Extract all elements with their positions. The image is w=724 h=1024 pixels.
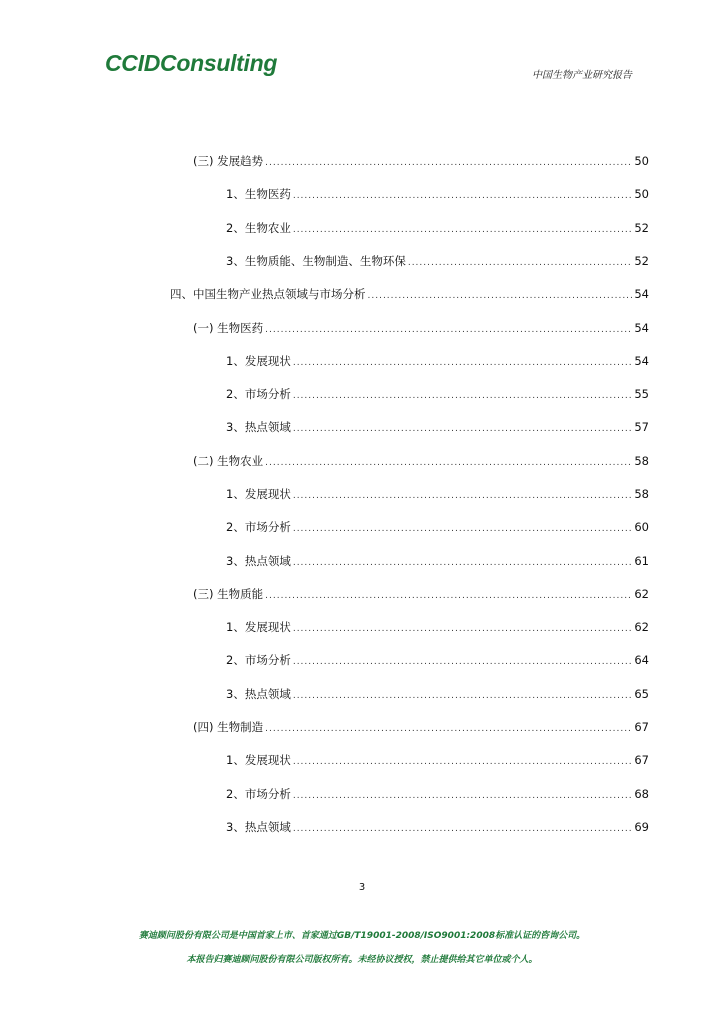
toc-leader-dots	[293, 388, 633, 404]
toc-entry[interactable]	[193, 586, 649, 602]
footer-certification-note: 赛迪顾问股份有限公司是中国首家上市、首家通过GB/T19001-2008/ISO9001:2008标准认证的咨询公司。	[138, 931, 586, 941]
toc-entry-label: (一) 生物医药	[193, 321, 264, 335]
toc-entry[interactable]	[226, 386, 649, 402]
toc-leader-dots	[265, 588, 632, 604]
toc-entry-label: 四、中国生物产业热点领域与市场分析	[170, 287, 366, 301]
toc-entry[interactable]	[226, 253, 649, 269]
toc-entry-label: (三) 发展趋势	[193, 154, 264, 168]
toc-entry-page: 64	[634, 653, 649, 667]
toc-entry[interactable]	[193, 153, 649, 169]
toc-entry-label: 1、生物医药	[226, 187, 291, 201]
toc-entry-label: 1、发展现状	[226, 753, 291, 767]
toc-entry-page: 67	[634, 720, 649, 734]
toc-entry-page: 58	[634, 487, 649, 501]
toc-entry-label: (三) 生物质能	[193, 587, 264, 601]
toc-entry-page: 69	[634, 820, 649, 834]
toc-entry-label: 2、市场分析	[226, 787, 291, 801]
toc-entry-page: 62	[634, 620, 649, 634]
toc-entry-page: 67	[634, 753, 649, 767]
toc-leader-dots	[265, 322, 632, 338]
toc-leader-dots	[408, 255, 633, 271]
toc-entry-page: 54	[634, 287, 649, 301]
toc-entry-label: 2、市场分析	[226, 520, 291, 534]
toc-entry-label: 3、热点领域	[226, 420, 291, 434]
toc-leader-dots	[293, 555, 633, 571]
toc-entry[interactable]	[226, 186, 649, 202]
toc-entry-label: 3、热点领域	[226, 820, 291, 834]
toc-entry-label: 2、生物农业	[226, 221, 291, 235]
toc-entry[interactable]	[193, 453, 649, 469]
toc-leader-dots	[293, 754, 633, 770]
toc-leader-dots	[293, 488, 633, 504]
toc-entry[interactable]	[226, 786, 649, 802]
toc-entry-page: 55	[634, 387, 649, 401]
toc-entry-label: (二) 生物农业	[193, 454, 264, 468]
toc-entry-page: 54	[634, 321, 649, 335]
toc-leader-dots	[293, 222, 633, 238]
company-logo: CCIDConsulting	[105, 50, 278, 76]
toc-entry[interactable]	[226, 686, 649, 702]
toc-leader-dots	[265, 721, 632, 737]
toc-leader-dots	[293, 821, 633, 837]
toc-entry[interactable]	[226, 752, 649, 768]
toc-entry-label: 3、热点领域	[226, 687, 291, 701]
toc-entry[interactable]	[226, 619, 649, 635]
toc-leader-dots	[265, 455, 632, 471]
toc-entry[interactable]	[226, 819, 649, 835]
toc-leader-dots	[368, 288, 633, 304]
toc-entry[interactable]	[226, 419, 649, 435]
toc-entry-page: 54	[634, 354, 649, 368]
toc-entry[interactable]	[226, 553, 649, 569]
report-title: 中国生物产业研究报告	[532, 70, 632, 81]
toc-entry[interactable]	[193, 719, 649, 735]
toc-entry[interactable]	[193, 320, 649, 336]
toc-entry-page: 50	[634, 187, 649, 201]
toc-entry[interactable]	[226, 652, 649, 668]
toc-entry-page: 52	[634, 254, 649, 268]
toc-leader-dots	[293, 654, 633, 670]
toc-leader-dots	[293, 421, 633, 437]
toc-entry-page: 58	[634, 454, 649, 468]
toc-entry[interactable]	[226, 220, 649, 236]
toc-entry-page: 65	[634, 687, 649, 701]
toc-entry[interactable]	[226, 353, 649, 369]
toc-entry-label: 1、发展现状	[226, 354, 291, 368]
toc-entry-page: 60	[634, 520, 649, 534]
toc-entry[interactable]	[226, 519, 649, 535]
toc-entry-label: 1、发展现状	[226, 487, 291, 501]
toc-entry-page: 62	[634, 587, 649, 601]
toc-leader-dots	[293, 688, 633, 704]
toc-entry-label: 3、热点领域	[226, 554, 291, 568]
toc-entry-label: (四) 生物制造	[193, 720, 264, 734]
toc-entry-page: 61	[634, 554, 649, 568]
toc-entry-page: 52	[634, 221, 649, 235]
toc-leader-dots	[293, 621, 633, 637]
toc-entry-page: 57	[634, 420, 649, 434]
toc-leader-dots	[293, 355, 633, 371]
page-number: 3	[358, 882, 366, 893]
toc-leader-dots	[293, 788, 633, 804]
toc-leader-dots	[265, 155, 632, 171]
toc-entry[interactable]	[226, 486, 649, 502]
toc-entry[interactable]	[170, 286, 649, 302]
toc-entry-label: 1、发展现状	[226, 620, 291, 634]
toc-entry-label: 2、市场分析	[226, 653, 291, 667]
toc-leader-dots	[293, 521, 633, 537]
footer-copyright-note: 本报告归赛迪顾问股份有限公司版权所有。未经协议授权，禁止提供给其它单位或个人。	[186, 955, 538, 965]
toc-entry-page: 68	[634, 787, 649, 801]
toc-entry-label: 3、生物质能、生物制造、生物环保	[226, 254, 406, 268]
toc-leader-dots	[293, 188, 633, 204]
toc-entry-page: 50	[634, 154, 649, 168]
toc-entry-label: 2、市场分析	[226, 387, 291, 401]
